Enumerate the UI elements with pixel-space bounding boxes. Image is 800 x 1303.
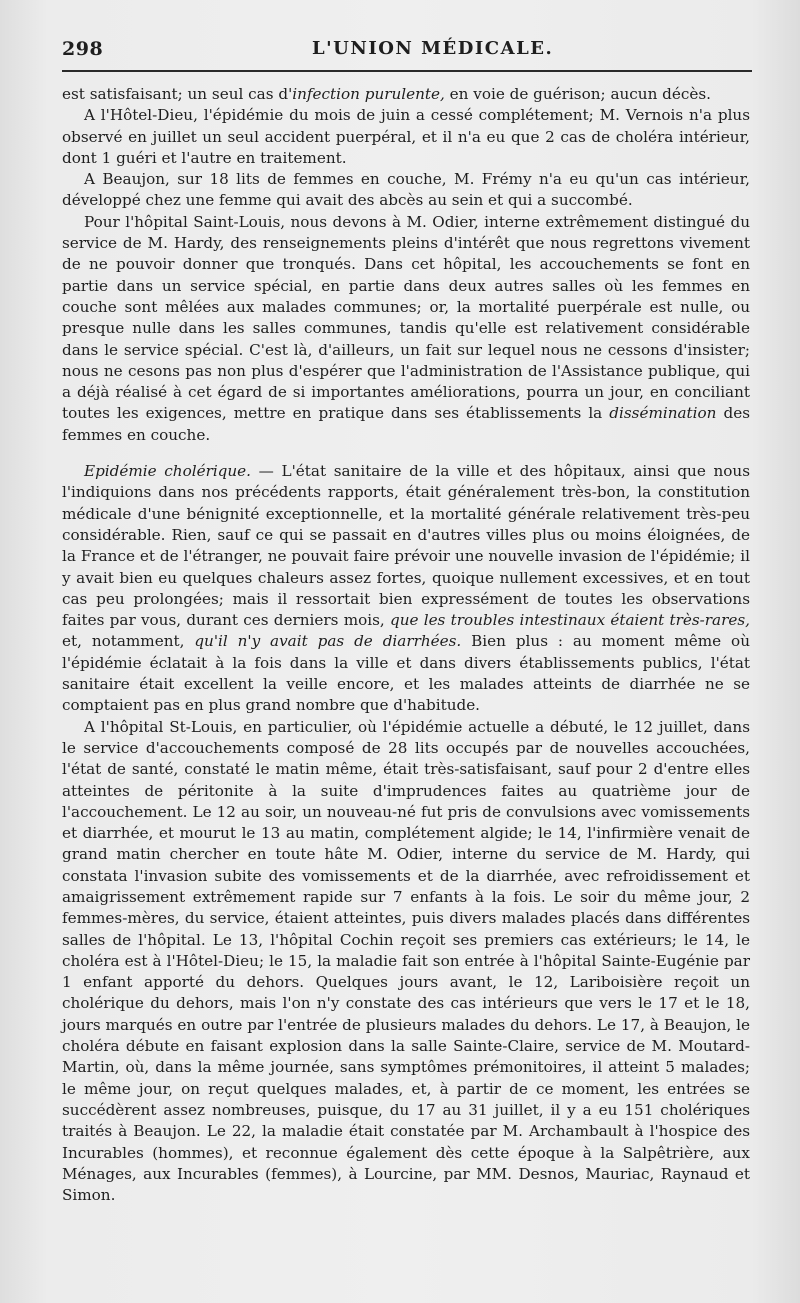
italic-text: infection purulente, [292, 85, 445, 103]
body-text [62, 84, 750, 1206]
paragraph [62, 717, 750, 1207]
text-run: Pour l'hôpital Saint-Louis, nous devons à M. Odier, interne extrêmement distingué du service de M. Hardy, des renseignements pleins d'intérêt que nous regrettons vivement de ne pouvoir donner que tronqués. Dans cet hôpital, les accouchements se font en partie dans un service spécial, en partie dans deux autres salles où les femmes en couche sont mêlées aux malades communes; or, la mortalité puerpérale est nulle, ou presque nulle dans les salles communes, tandis qu'elle est relativement considérable dans le service spécial. C'est là, d'ailleurs, un fait sur lequel nous ne cessons d'insister; nous ne cesons pas non plus d'espérer que l'administration de l'Assistance publique, qui a déjà réalisé à cet égard de si importantes améliorations, pourra un jour, en conciliant toutes les exigences, mettre en pratique dans ses établissements la [62, 212, 750, 423]
paragraph [62, 84, 750, 105]
running-title: L'UNION MÉDICALE. [312, 38, 554, 59]
text-run: Bien plus : au moment même où l'épidémie éclatait à la fois dans la ville et dans divers établissements publics, l'état sanitaire était excellent la veille encore, et les malades atteints de diarrhée ne se comptaient pas en plus grand nombre que d'habitude. [62, 632, 750, 715]
paragraph [62, 461, 750, 717]
italic-text: que les troubles intestinaux étaient très-rares, [389, 611, 750, 630]
text-run: et, notamment, [62, 632, 195, 651]
page-header [62, 36, 752, 66]
text-run: A l'Hôtel-Dieu, l'épidémie du mois de juin a cessé complétement; M. Vernois n'a plus observé en juillet un seul accident puerpéral, et il n'a eu que 2 cas de choléra intérieur, dont 1 guéri et l'autre en traitement. [62, 106, 750, 167]
paragraph [62, 169, 750, 212]
paragraph [62, 212, 750, 446]
italic-text: dissémination [609, 404, 717, 423]
italic-text: Epidémie cholérique. [84, 462, 252, 481]
text-run: — L'état sanitaire de la ville et des hôpitaux, ainsi que nous l'indiquions dans nos précédents rapports, était généralement très-bon, la constitution médicale d'une bénignité exceptionnelle, et la mortalité générale relativement très-peu considérable. Rien, sauf ce qui se passait en d'autres villes plus ou moins éloignées, de la France et de l'étranger, ne pouvait faire prévoir une nouvelle invasion de l'épidémie; il y avait bien eu quelques chaleurs assez fortes, quoique nullement excessives, et en tout cas peu prolongées; mais il ressortait bien expressément de toutes les observations faites par vous, durant ces derniers mois, [62, 462, 750, 630]
text-run: en voie de guérison; aucun décès. [444, 85, 712, 103]
text-run: est satisfaisant; un seul cas d' [62, 85, 293, 103]
text-run: des femmes en couche. [62, 404, 750, 444]
italic-text: qu'il n'y avait pas de diarrhées. [194, 632, 462, 651]
text-run: A Beaujon, sur 18 lits de femmes en couche, M. Frémy n'a eu qu'un cas intérieur, développé chez une femme qui avait des abcès au sein et qui a succombé. [62, 170, 750, 210]
page-number: 298 [62, 38, 104, 60]
paragraph [62, 105, 750, 169]
header-rule [62, 70, 752, 72]
text-run: A l'hôpital St-Louis, en particulier, où l'épidémie actuelle a débuté, le 12 juillet, dans le service d'accouchements composé de 28 lits occupés par de nouvelles accouchées, l'état de santé, constaté le matin même, était très-satisfaisant, sauf pour 2 d'entre elles atteintes de péritonite à la suite d'imprudences faites au quatrième jour de l'accouchement. Le 12 au soir, un nouveau-né fut pris de convulsions avec vomissements et diarrhée, et mourut le 13 au matin, complétement algide; le 14, l'infirmière venait de grand matin chercher en toute hâte M. Odier, interne du service de M. Hardy, qui constata l'invasion subite des vomissements et de la diarrhée, avec refroidissement et amaigrissement extrêmement rapide sur 7 enfants à la fois. Le soir du même jour, 2 femmes-mères, du service, étaient atteintes, puis divers malades placés dans différentes salles de l'hôpital. Le 13, l'hôpital Cochin reçoit ses premiers cas extérieurs; le 14, le choléra est à l'Hôtel-Dieu; le 15, la maladie fait son entrée à l'hôpital Sainte-Eugénie par 1 enfant apporté du dehors. Quelques jours avant, le 12, Lariboisière reçoit un cholérique du dehors, mais l'on n'y constate des cas intérieurs que vers le 17 et le 18, jours marqués en outre par l'entrée de plusieurs malades du dehors. Le 17, à Beaujon, le choléra débute en faisant explosion dans la salle Sainte-Claire, service de M. Moutard-Martin, où, dans la même journée, sans symptômes prémonitoires, il atteint 5 malades; le même jour, on reçut quelques malades, et, à partir de ce moment, les entrées se succédèrent assez nombreuses, puisque, du 17 au 31 juillet, il y a eu 151 cholériques traités à Beaujon. Le 22, la maladie était constatée par M. Archambault à l'hospice des Incurables (hommes), et reconnue également dès cette époque à la Salpêtrière, aux Ménages, aux Incurables (femmes), à Lourcine, par MM. Desnos, Mauriac, Raynaud et Simon. [62, 717, 750, 1205]
